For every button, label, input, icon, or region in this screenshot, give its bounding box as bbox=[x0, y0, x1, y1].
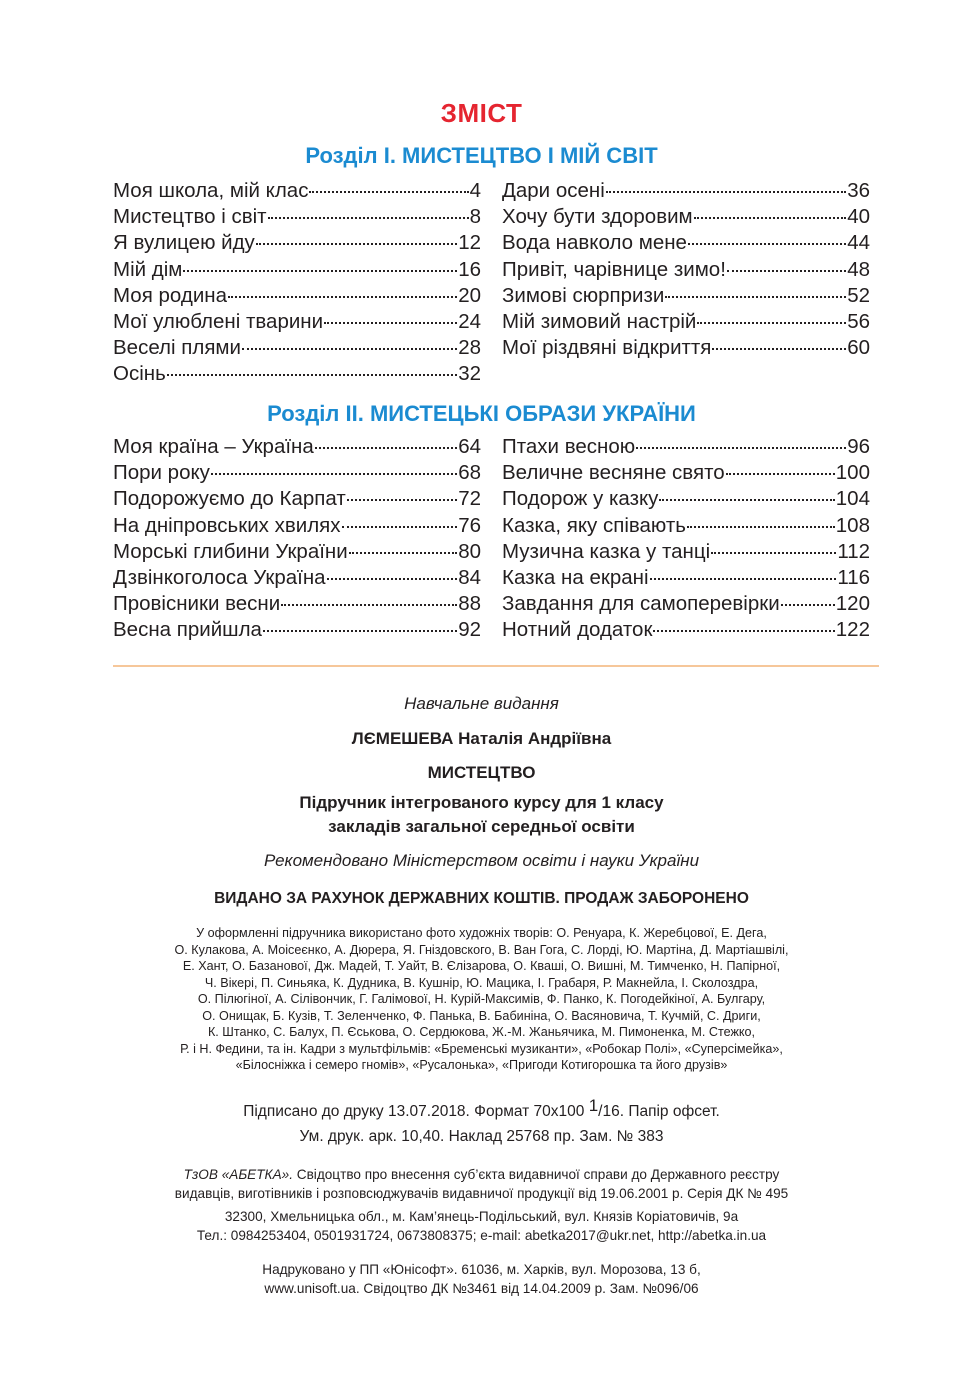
format-fraction-numerator: 1 bbox=[588, 1096, 599, 1115]
leader-dots bbox=[687, 526, 835, 528]
toc-entry[interactable] bbox=[113, 361, 481, 387]
toc-entry-page: 72 bbox=[458, 487, 481, 511]
toc-title: ЗМІСТ bbox=[440, 98, 523, 128]
credits-line: О. Онищак, Б. Кузів, Т. Зеленченко, Ф. Панька, В. Бабиніна, О. Васяновича, Т. Кучмій, С. Дриги, bbox=[202, 1008, 761, 1023]
toc-entry[interactable] bbox=[502, 309, 870, 335]
print-details-line-2: Ум. друк. арк. 10,40. Наклад 25768 пр. Зам. № 383 bbox=[299, 1128, 664, 1145]
leader-dots bbox=[256, 243, 457, 245]
leader-dots bbox=[653, 630, 834, 632]
print-details-text: /16. Папір офсет. bbox=[598, 1103, 720, 1120]
toc-entry-page: 16 bbox=[458, 257, 481, 281]
toc-entry[interactable] bbox=[113, 539, 481, 565]
toc-entry-page: 8 bbox=[469, 205, 481, 229]
leader-dots bbox=[349, 552, 457, 554]
leader-dots bbox=[309, 191, 468, 193]
divider-line bbox=[113, 665, 879, 667]
leader-dots bbox=[697, 322, 846, 324]
toc-entry[interactable] bbox=[502, 486, 870, 512]
leader-dots bbox=[167, 374, 457, 376]
print-details-line-1 bbox=[0, 1098, 963, 1124]
leader-dots bbox=[324, 322, 457, 324]
address-line: 32300, Хмельницька обл., м. Кам’янець-Подільський, вул. Князів Коріатовичів, 9а bbox=[224, 1209, 739, 1224]
toc-entry-page: 112 bbox=[837, 539, 870, 563]
leader-dots bbox=[315, 447, 457, 449]
author-name: ЛЄМЕШЕВА Наталія Андріївна bbox=[351, 729, 612, 748]
leader-dots bbox=[211, 473, 457, 475]
toc-entry[interactable] bbox=[502, 434, 870, 460]
toc-entry-page: 64 bbox=[458, 435, 481, 458]
toc-entry-title: Морські глибини України bbox=[113, 539, 348, 563]
leader-dots bbox=[688, 243, 846, 245]
credits-line: У оформленні підручника використано фото художніх творів: О. Ренуара, К. Жеребцової, Е. Дега, bbox=[196, 926, 767, 940]
leader-dots bbox=[665, 296, 846, 298]
printer-info bbox=[0, 1261, 963, 1298]
leader-dots bbox=[263, 630, 457, 632]
toc-entry-page: 56 bbox=[847, 309, 870, 333]
toc-entry-title: Зимові сюрпризи bbox=[502, 283, 665, 307]
toc-entry[interactable] bbox=[502, 335, 870, 361]
publisher-name: ТзОВ «АБЕТКА». bbox=[183, 1167, 293, 1182]
toc-entry[interactable] bbox=[502, 539, 870, 565]
toc-entry-page: 80 bbox=[458, 539, 481, 563]
toc-entry-title: Подорож у казку bbox=[502, 487, 659, 511]
leader-dots bbox=[347, 499, 457, 501]
toc-entry[interactable] bbox=[502, 204, 870, 230]
credits-line: Е. Хант, О. Базанової, Дж. Мадей, Т. Уайт, В. Єлізарова, О. Кваші, О. Вишні, М. Тимченко, Н. Папірної, bbox=[182, 959, 781, 973]
toc-entry-title: Подорожуємо до Карпат bbox=[113, 487, 346, 511]
toc-entry-title: Провісники весни bbox=[113, 592, 281, 616]
toc-entry[interactable] bbox=[113, 460, 481, 486]
toc-entry-page: 76 bbox=[458, 513, 481, 537]
leader-dots bbox=[694, 217, 847, 219]
toc-entry-title: Казка, яку співають bbox=[502, 513, 686, 537]
toc-entry[interactable] bbox=[113, 204, 481, 230]
toc-entry-title: Мої улюблені тварини bbox=[113, 309, 324, 333]
credits-line: Ч. Вікері, П. Синьяка, К. Дудника, В. Кушнір, Ю. Мацика, І. Грабаря, Р. Макнейла, І. Сколоздра, bbox=[204, 975, 759, 990]
toc-entry-page: 28 bbox=[458, 336, 481, 360]
toc-entry[interactable] bbox=[502, 460, 870, 486]
leader-dots bbox=[183, 270, 457, 272]
toc-entry-page: 40 bbox=[847, 205, 870, 229]
toc-column-right-2 bbox=[502, 434, 870, 644]
toc-entry[interactable] bbox=[113, 486, 481, 512]
printer-line: Надруковано у ПП «Юнісофт». 61036, м. Харків, вул. Морозова, 13 б, bbox=[262, 1262, 701, 1277]
toc-entry-page: 116 bbox=[837, 565, 870, 589]
leader-dots bbox=[636, 447, 846, 449]
toc-entry-title: Мої різдвяні відкриття bbox=[502, 336, 712, 360]
credits-line: «Білосніжка і семеро гномів», «Русалонька», «Пригоди Котигорошка та його друзів» bbox=[235, 1058, 728, 1072]
contacts-line: Тел.: 0984253404, 0501931724, 0673808375; e-mail: abetka2017@ukr.net, http://abetka.in.ua bbox=[196, 1227, 767, 1243]
book-subtitle-line-2: закладів загальної середньої освіти bbox=[328, 817, 635, 836]
credits-line: О. Кулакова, А. Моісеєнко, А. Дюрера, Я. Гніздовского, В. Ван Гога, С. Лорді, Ю. Мартіна, Д. Мартіашвілі, bbox=[174, 942, 789, 957]
toc-entry-title: Мистецтво і світ bbox=[113, 205, 267, 229]
book-title: МИСТЕЦТВО bbox=[427, 763, 536, 782]
toc-entry[interactable] bbox=[502, 513, 870, 539]
toc-entry-page: 48 bbox=[847, 257, 870, 281]
toc-entry-page: 24 bbox=[458, 309, 481, 333]
toc-entry-page: 84 bbox=[458, 565, 481, 589]
edition-type: Навчальне видання bbox=[404, 694, 559, 713]
toc-entry-title: Осінь bbox=[113, 362, 166, 386]
toc-entry[interactable] bbox=[113, 178, 481, 204]
leader-dots bbox=[606, 191, 846, 193]
toc-entry-title: Дзвінкоголоса Україна bbox=[113, 565, 326, 589]
toc-entry-title: Моя школа, мій клас bbox=[113, 179, 309, 202]
toc-entry-page: 88 bbox=[458, 592, 481, 616]
toc-entry-title: Моя країна – Україна bbox=[113, 435, 314, 458]
print-details-text: Підписано до друку 13.07.2018. Формат 70х100 bbox=[243, 1103, 589, 1120]
toc-entry-title: Пори року bbox=[113, 461, 210, 485]
leader-dots bbox=[268, 217, 469, 219]
toc-entry-page: 108 bbox=[835, 513, 870, 537]
toc-entry-page: 96 bbox=[847, 435, 870, 458]
toc-entry-title: Весна прийшла bbox=[113, 618, 262, 642]
section-heading-1: Розділ І. МИСТЕЦТВО І МІЙ СВІТ bbox=[305, 143, 658, 168]
toc-entry-title: Нотний додаток bbox=[502, 618, 653, 642]
leader-dots bbox=[659, 499, 834, 501]
credits-line: К. Штанко, С. Балух, П. Єськова, О. Сердюкова, Ж.-М. Жаньячика, М. Пимоненка, М. Стежко, bbox=[207, 1025, 756, 1039]
toc-entry-title: Я вулицею йду bbox=[113, 231, 255, 255]
publisher-certificate: Свідоцтво про внесення суб’єкта видавничої справи до Державного реєстру bbox=[292, 1167, 780, 1182]
leader-dots bbox=[281, 604, 457, 606]
toc-entry-title: Величне весняне свято bbox=[502, 461, 725, 485]
toc-entry[interactable] bbox=[502, 178, 870, 204]
toc-entry[interactable] bbox=[113, 434, 481, 460]
toc-entry-title: Привіт, чарівнице зимо! bbox=[502, 257, 726, 281]
leader-dots bbox=[711, 552, 836, 554]
toc-entry-title: Мій зимовий настрій bbox=[502, 309, 697, 333]
toc-entry[interactable] bbox=[113, 617, 481, 643]
toc-entry-title: Веселі плями bbox=[113, 336, 241, 360]
section-heading-2: Розділ ІІ. МИСТЕЦЬКІ ОБРАЗИ УКРАЇНИ bbox=[267, 401, 696, 426]
toc-entry[interactable] bbox=[113, 591, 481, 617]
leader-dots bbox=[342, 526, 458, 528]
toc-entry-page: 44 bbox=[847, 231, 870, 255]
toc-entry[interactable] bbox=[113, 513, 481, 539]
publisher-info bbox=[0, 1166, 963, 1203]
credits-line: О. Пілюгіної, А. Сілівончик, Г. Галімової, Н. Курій-Максимів, Ф. Панко, К. Погодейкіної, А. Булгару, bbox=[197, 992, 766, 1006]
publisher-address bbox=[0, 1208, 963, 1245]
toc-entry-title: Завдання для самоперевірки bbox=[502, 592, 780, 616]
toc-entry-title: Моя родина bbox=[113, 283, 227, 307]
toc-entry-page: 122 bbox=[835, 618, 870, 642]
toc-entry[interactable] bbox=[113, 565, 481, 591]
leader-dots bbox=[726, 473, 835, 475]
toc-entry-page: 104 bbox=[835, 487, 870, 511]
toc-entry-page: 68 bbox=[458, 461, 481, 485]
toc-entry-page: 32 bbox=[458, 362, 481, 386]
leader-dots bbox=[242, 348, 457, 350]
toc-entry[interactable] bbox=[502, 257, 870, 283]
toc-entry[interactable] bbox=[502, 283, 870, 309]
leader-dots bbox=[650, 578, 837, 580]
toc-entry[interactable] bbox=[502, 617, 870, 643]
toc-entry-page: 120 bbox=[835, 592, 870, 616]
toc-entry-page: 100 bbox=[835, 461, 870, 485]
toc-entry-page: 92 bbox=[458, 618, 481, 642]
toc-entry-page: 52 bbox=[847, 283, 870, 307]
toc-entry-title: На дніпровських хвилях bbox=[113, 513, 341, 537]
leader-dots bbox=[727, 270, 846, 272]
toc-column-left-1 bbox=[113, 178, 481, 388]
publisher-line: видавців, виготівників і розповсюджувачів видавничої продукції від 19.06.2001 р. Серія ДК № 495 bbox=[174, 1185, 789, 1201]
toc-entry-page: 36 bbox=[847, 179, 870, 202]
toc-entry-page: 60 bbox=[847, 336, 870, 360]
toc-entry-page: 12 bbox=[458, 231, 481, 255]
toc-entry-title: Дари осені bbox=[502, 179, 605, 202]
credits-line: Р. і Н. Федини, та ін. Кадри з мультфільмів: «Бременські музиканти», «Робокар Полі», «Суперсімейка», bbox=[180, 1041, 783, 1056]
toc-entry[interactable] bbox=[113, 257, 481, 283]
toc-entry-title: Музична казка у танці bbox=[502, 539, 711, 563]
publisher-line bbox=[0, 1166, 963, 1185]
leader-dots bbox=[781, 604, 835, 606]
toc-entry[interactable] bbox=[502, 230, 870, 256]
image-credits bbox=[0, 925, 963, 1074]
toc-entry-page: 20 bbox=[458, 283, 481, 307]
toc-entry-title: Мій дім bbox=[113, 257, 183, 281]
toc-entry-title: Хочу бути здоровим bbox=[502, 205, 693, 229]
toc-column-left-2 bbox=[113, 434, 481, 644]
leader-dots bbox=[228, 296, 457, 298]
toc-entry-page: 4 bbox=[469, 179, 481, 202]
toc-entry[interactable] bbox=[113, 309, 481, 335]
toc-entry-title: Птахи весною bbox=[502, 435, 636, 458]
toc-entry-title: Казка на екрані bbox=[502, 565, 649, 589]
toc-entry[interactable] bbox=[113, 230, 481, 256]
toc-entry-title: Вода навколо мене bbox=[502, 231, 687, 255]
leader-dots bbox=[327, 578, 458, 580]
leader-dots bbox=[712, 348, 846, 350]
ministry-recommendation: Рекомендовано Міністерством освіти і науки України bbox=[263, 851, 700, 870]
distribution-notice: ВИДАНО ЗА РАХУНОК ДЕРЖАВНИХ КОШТІВ. ПРОДАЖ ЗАБОРОНЕНО bbox=[214, 890, 749, 907]
toc-entry[interactable] bbox=[113, 335, 481, 361]
toc-entry[interactable] bbox=[502, 565, 870, 591]
toc-entry[interactable] bbox=[113, 283, 481, 309]
toc-entry[interactable] bbox=[502, 591, 870, 617]
book-subtitle-line-1: Підручник інтегрованого курсу для 1 класу bbox=[299, 793, 664, 812]
printer-line: www.unisoft.ua. Свідоцтво ДК №3461 від 14.04.2009 р. Зам. №096/06 bbox=[264, 1280, 699, 1296]
toc-column-right-1 bbox=[502, 178, 870, 361]
